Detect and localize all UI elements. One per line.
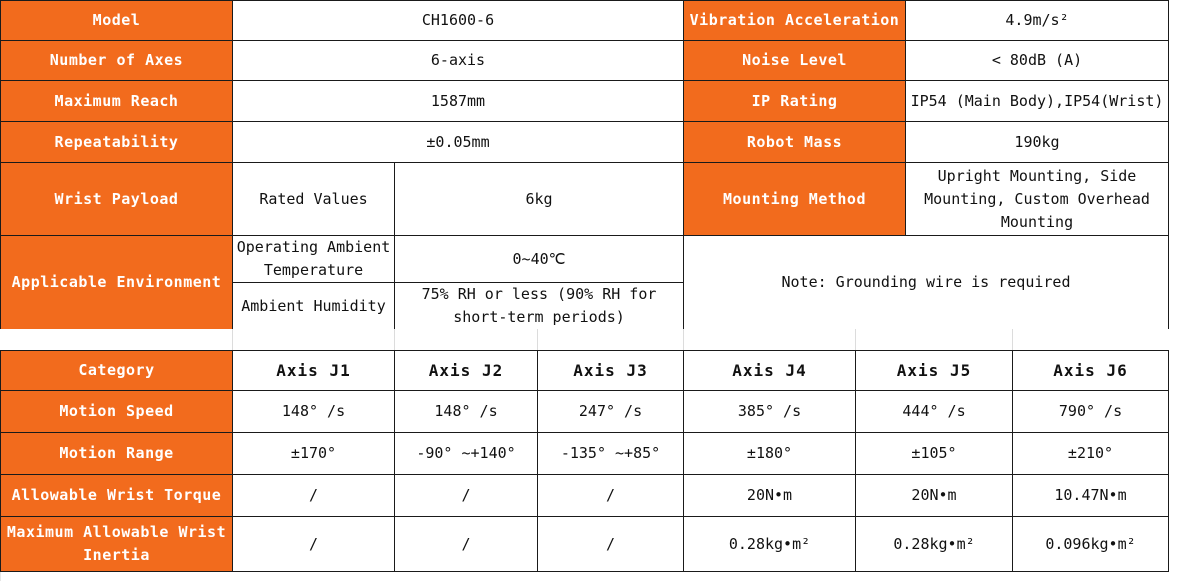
table-cell[interactable]: 20N•m <box>856 475 1013 517</box>
table-cell[interactable]: / <box>395 475 538 517</box>
reach-value[interactable]: 1587mm <box>233 81 684 122</box>
gridline <box>1012 329 1013 350</box>
table-row <box>1 475 1169 517</box>
noise-label: Noise Level <box>684 41 906 81</box>
table-cell[interactable]: 148° /s <box>395 391 538 433</box>
repeat-value[interactable]: ±0.05mm <box>233 122 684 163</box>
temp-value[interactable]: 0~40℃ <box>395 236 684 283</box>
grounding-note: Note: Grounding wire is required <box>684 236 1169 330</box>
table-cell[interactable]: ±210° <box>1013 433 1169 475</box>
column-header-j6: Axis J6 <box>1013 351 1169 391</box>
payload-value[interactable]: 6kg <box>395 163 684 236</box>
axes-label: Number of Axes <box>1 41 233 81</box>
humidity-value[interactable]: 75% RH or less (90% RH for short-term periods) <box>395 283 684 330</box>
table-cell[interactable]: -135° ~+85° <box>538 433 684 475</box>
table-cell[interactable]: 0.096kg•m² <box>1013 517 1169 572</box>
table-cell[interactable]: -90° ~+140° <box>395 433 538 475</box>
repeat-label: Repeatability <box>1 122 233 163</box>
table-cell[interactable]: 444° /s <box>856 391 1013 433</box>
column-header-j4: Axis J4 <box>684 351 856 391</box>
row-label-inertia: Maximum Allowable Wrist Inertia <box>1 517 233 572</box>
model-label: Model <box>1 1 233 41</box>
mass-label: Robot Mass <box>684 122 906 163</box>
vibration-value[interactable]: 4.9m/s² <box>906 1 1169 41</box>
temp-label: Operating Ambient Temperature <box>233 236 395 283</box>
env-label: Applicable Environment <box>1 236 233 330</box>
table-cell[interactable]: 20N•m <box>684 475 856 517</box>
model-value[interactable]: CH1600-6 <box>233 1 684 41</box>
table-cell[interactable]: / <box>538 475 684 517</box>
row-label-torque: Allowable Wrist Torque <box>1 475 233 517</box>
table-cell[interactable]: / <box>233 517 395 572</box>
reach-label: Maximum Reach <box>1 81 233 122</box>
table-cell[interactable]: 247° /s <box>538 391 684 433</box>
axis-table <box>0 350 1169 572</box>
payload-label: Wrist Payload <box>1 163 233 236</box>
column-header-j1: Axis J1 <box>233 351 395 391</box>
table-cell[interactable]: ±170° <box>233 433 395 475</box>
noise-value[interactable]: < 80dB (A) <box>906 41 1169 81</box>
gridline <box>855 329 856 350</box>
gridline <box>537 329 538 350</box>
row-label-range: Motion Range <box>1 433 233 475</box>
vibration-label: Vibration Acceleration <box>684 1 906 41</box>
column-header-j5: Axis J5 <box>856 351 1013 391</box>
humidity-label: Ambient Humidity <box>233 283 395 330</box>
payload-sub-label: Rated Values <box>233 163 395 236</box>
table-cell[interactable]: 0.28kg•m² <box>856 517 1013 572</box>
table-cell[interactable]: / <box>395 517 538 572</box>
ip-label: IP Rating <box>684 81 906 122</box>
table-cell[interactable]: / <box>233 475 395 517</box>
category-header: Category <box>1 351 233 391</box>
axes-value[interactable]: 6-axis <box>233 41 684 81</box>
row-label-speed: Motion Speed <box>1 391 233 433</box>
table-cell[interactable]: ±180° <box>684 433 856 475</box>
table-cell[interactable]: 385° /s <box>684 391 856 433</box>
spacer-row <box>0 329 1180 350</box>
gridline <box>394 329 395 350</box>
column-header-j2: Axis J2 <box>395 351 538 391</box>
table-cell[interactable]: ±105° <box>856 433 1013 475</box>
table-row <box>1 517 1169 572</box>
mounting-label: Mounting Method <box>684 163 906 236</box>
table-row <box>1 433 1169 475</box>
table-cell[interactable]: / <box>538 517 684 572</box>
mounting-value[interactable]: Upright Mounting, Side Mounting, Custom Overhead Mounting <box>906 163 1169 236</box>
gridline <box>683 329 684 350</box>
table-row <box>1 391 1169 433</box>
gridline <box>232 329 233 350</box>
table-cell[interactable]: 0.28kg•m² <box>684 517 856 572</box>
ip-value[interactable]: IP54 (Main Body),IP54(Wrist) <box>906 81 1169 122</box>
column-header-j3: Axis J3 <box>538 351 684 391</box>
mass-value[interactable]: 190kg <box>906 122 1169 163</box>
table-cell[interactable]: 148° /s <box>233 391 395 433</box>
table-cell[interactable]: 790° /s <box>1013 391 1169 433</box>
table-cell[interactable]: 10.47N•m <box>1013 475 1169 517</box>
